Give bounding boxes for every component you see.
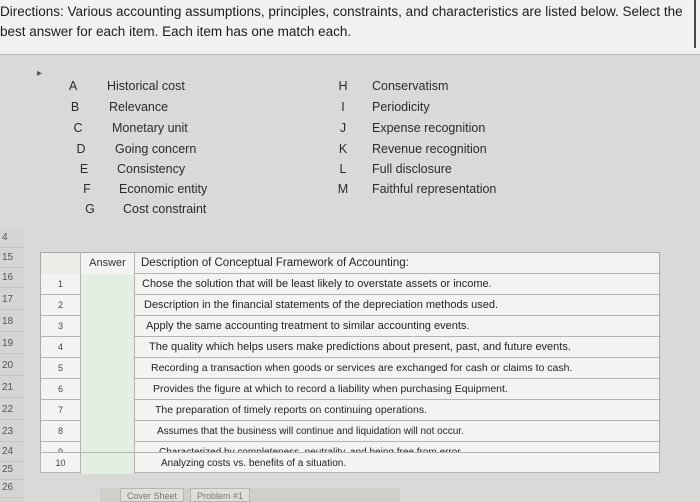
- answer-cell[interactable]: [81, 358, 135, 379]
- option-text-a: Historical cost: [107, 79, 185, 93]
- description-header[interactable]: Description of Conceptual Framework of Accounting:: [141, 257, 409, 269]
- matching-table: [40, 252, 660, 466]
- description-cell[interactable]: Recording a transaction when goods or services are exchanged for cash or claims to cash.: [151, 362, 573, 374]
- option-letter-g: G: [85, 202, 95, 216]
- answer-cell[interactable]: [81, 295, 135, 316]
- option-letter-a: A: [68, 79, 78, 93]
- option-letter-j: J: [339, 121, 347, 135]
- answer-cell[interactable]: [81, 316, 135, 337]
- row-header[interactable]: 24: [0, 442, 24, 462]
- row-number[interactable]: 5: [41, 358, 81, 379]
- table-row: [41, 316, 661, 337]
- row-number[interactable]: 1: [41, 274, 81, 295]
- table-row: [41, 295, 661, 316]
- answer-cell[interactable]: [81, 379, 135, 400]
- option-text-l: Full disclosure: [372, 162, 452, 176]
- option-text-b: Relevance: [109, 100, 169, 114]
- row-header[interactable]: 17: [0, 290, 24, 310]
- option-letter-i: I: [341, 100, 345, 114]
- answer-cell[interactable]: [81, 421, 135, 442]
- table-row: [41, 337, 661, 358]
- table-header-row: [41, 253, 661, 274]
- option-text-k: Revenue recognition: [372, 142, 487, 156]
- description-cell[interactable]: Description in the financial statements of the depreciation methods used.: [144, 299, 499, 311]
- table-row: [41, 400, 661, 421]
- row-header[interactable]: 20: [0, 356, 24, 376]
- table-row: [40, 452, 660, 473]
- directions-banner: [0, 0, 700, 55]
- option-letter-l: L: [339, 162, 347, 176]
- option-text-e: Consistency: [117, 162, 186, 176]
- sheet-tab-problem-1[interactable]: Problem #1: [190, 488, 250, 502]
- row-header[interactable]: 22: [0, 400, 24, 420]
- directions-line-2: best answer for each item. Each item has one match each.: [0, 24, 352, 39]
- row-number[interactable]: 7: [41, 400, 81, 421]
- row-number[interactable]: 2: [41, 295, 81, 316]
- option-letter-b: B: [70, 100, 80, 114]
- table-row: [41, 274, 661, 295]
- table-row: [41, 379, 661, 400]
- cursor-marker: ▸: [37, 68, 43, 79]
- row-header-gutter: [0, 228, 24, 502]
- option-text-c: Monetary unit: [112, 121, 188, 135]
- description-cell[interactable]: Assumes that the business will continue and liquidation will not occur.: [157, 426, 464, 437]
- row-number[interactable]: 4: [41, 337, 81, 358]
- sheet-tab-cover[interactable]: Cover Sheet: [120, 488, 184, 502]
- row-header[interactable]: 26: [0, 478, 24, 498]
- row-header[interactable]: 19: [0, 334, 24, 354]
- option-text-i: Periodicity: [372, 100, 430, 114]
- description-cell[interactable]: Analyzing costs vs. benefits of a situation.: [161, 458, 347, 469]
- row-number[interactable]: 8: [41, 421, 81, 442]
- num-header-cell[interactable]: [41, 253, 81, 274]
- row-header[interactable]: 21: [0, 378, 24, 398]
- row-header[interactable]: 18: [0, 312, 24, 332]
- cell-selection-border: [694, 0, 696, 48]
- option-letter-e: E: [79, 162, 89, 176]
- row-number[interactable]: 10: [41, 453, 81, 474]
- sheet-tab-bar: [100, 488, 400, 502]
- description-cell[interactable]: Chose the solution that will be least likely to overstate assets or income.: [142, 278, 492, 290]
- description-cell[interactable]: The quality which helps users make predictions about present, past, and future events.: [149, 341, 571, 353]
- option-text-g: Cost constraint: [123, 202, 207, 216]
- row-header[interactable]: 25: [0, 460, 24, 480]
- option-letter-c: C: [73, 121, 83, 135]
- option-text-m: Faithful representation: [372, 182, 497, 196]
- description-cell[interactable]: The preparation of timely reports on continuing operations.: [155, 404, 427, 416]
- table-row: [41, 358, 661, 379]
- row-header[interactable]: 4: [0, 228, 24, 248]
- option-letter-m: M: [337, 182, 349, 196]
- answer-header[interactable]: Answer: [81, 253, 135, 274]
- description-cell[interactable]: Apply the same accounting treatment to similar accounting events.: [146, 320, 470, 332]
- row-header[interactable]: 16: [0, 268, 24, 288]
- answer-cell[interactable]: [81, 453, 135, 474]
- option-text-f: Economic entity: [119, 182, 208, 196]
- answer-cell[interactable]: [81, 274, 135, 295]
- answer-cell[interactable]: [81, 400, 135, 421]
- option-letter-f: F: [83, 182, 91, 196]
- option-letter-h: H: [338, 79, 348, 93]
- directions-line-1: Directions: Various accounting assumptions, principles, constraints, and characteristics are listed below. Select the: [0, 4, 683, 19]
- answer-cell[interactable]: [81, 337, 135, 358]
- description-cell[interactable]: Provides the figure at which to record a liability when purchasing Equipment.: [153, 383, 508, 395]
- row-number[interactable]: 6: [41, 379, 81, 400]
- option-letter-k: K: [338, 142, 348, 156]
- option-text-d: Going concern: [115, 142, 197, 156]
- option-text-j: Expense recognition: [372, 121, 486, 135]
- option-letter-d: D: [76, 142, 86, 156]
- option-text-h: Conservatism: [372, 79, 449, 93]
- row-header[interactable]: 23: [0, 422, 24, 442]
- table-row: [41, 421, 661, 442]
- row-number[interactable]: 3: [41, 316, 81, 337]
- row-header[interactable]: 15: [0, 248, 24, 268]
